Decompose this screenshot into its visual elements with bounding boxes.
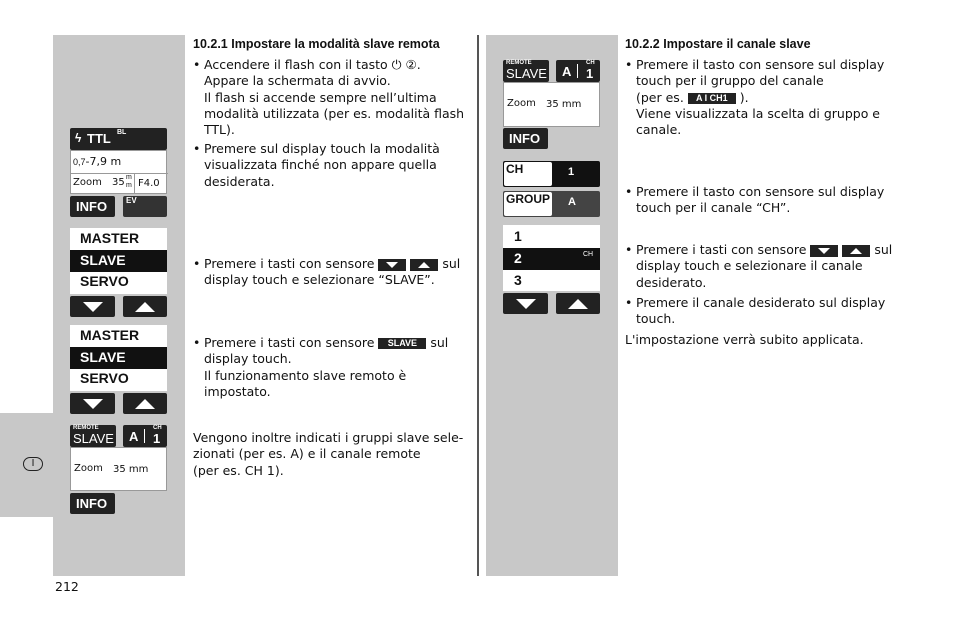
text-line: sul: [442, 256, 461, 271]
zoom-unit-bottom: m: [126, 182, 132, 189]
text-line: zionati (per es. A) e il canale remote: [193, 446, 421, 462]
slave-mode-button[interactable]: [70, 425, 116, 447]
info-label: INFO: [76, 496, 108, 511]
text-line: Il flash si accende sempre nell’ultima: [204, 89, 437, 105]
channel-list: [503, 225, 600, 291]
slave-display: [503, 82, 600, 127]
channel-tag: CH: [583, 251, 594, 258]
group-label: A: [129, 429, 139, 444]
power-icon: ⏻: [391, 57, 402, 72]
zoom-value: 35 mm: [113, 464, 149, 475]
arrow-up-icon: [135, 302, 155, 312]
left-step-4: [193, 335, 473, 400]
circled-two-icon: ②: [405, 57, 417, 72]
remote-label: REMOTE: [506, 60, 532, 66]
left-step-5: [193, 430, 473, 479]
menu-item-label: SLAVE: [80, 349, 126, 365]
text-line: display touch e selezionare il canale: [636, 258, 863, 274]
ch-value: 1: [568, 166, 575, 178]
right-heading: 10.2.2 Impostare il canale slave: [625, 37, 811, 51]
aperture-value: F4.0: [138, 178, 160, 189]
text-line: Premere i tasti con sensore: [204, 335, 375, 350]
info-label: INFO: [509, 131, 541, 146]
right-step-3: [625, 242, 925, 291]
zoom-value: 35: [112, 177, 125, 188]
text-line: ).: [739, 89, 749, 105]
ch-value: 1: [153, 431, 161, 446]
info-button[interactable]: [70, 493, 115, 514]
text-line: • Premere il tasto con sensore sul display: [625, 184, 925, 200]
menu-item-master[interactable]: MASTER: [80, 327, 140, 343]
ev-label: EV: [126, 196, 137, 205]
menu-item-slave-selected[interactable]: [70, 250, 167, 272]
text-line: .: [416, 57, 421, 72]
ch-selector-row[interactable]: [503, 161, 600, 187]
separator: [144, 429, 145, 443]
text-line: • Premere sul display touch la modalità: [193, 141, 473, 157]
arrow-down-icon: [516, 299, 536, 309]
text-line: Vengono inoltre indicati i gruppi slave sele-: [193, 430, 464, 445]
arrow-down-icon: [378, 259, 406, 271]
ch-label: CH: [506, 162, 524, 176]
up-arrow-button[interactable]: [123, 393, 167, 414]
group-selector-row[interactable]: [503, 191, 600, 217]
ev-button[interactable]: [123, 196, 167, 217]
ttl-display: [70, 150, 167, 194]
slave-label: SLAVE: [73, 431, 114, 446]
ttl-mode-button[interactable]: [70, 128, 167, 150]
text-line: Accendere il flash con il tasto: [204, 57, 388, 72]
mode-menu-1: [70, 228, 167, 294]
slave-inline-button: SLAVE: [378, 338, 426, 349]
group-channel-button[interactable]: [556, 60, 600, 82]
arrow-up-icon: [135, 399, 155, 409]
left-step-1: [193, 57, 473, 138]
text-line: modalità utilizzata (per es. modalità flash: [204, 105, 465, 121]
channel-item-1[interactable]: 1: [514, 228, 522, 244]
text-line: touch.: [636, 311, 676, 327]
slave-display: [70, 447, 167, 491]
text-line: touch per il gruppo del canale: [636, 73, 824, 89]
text-line: (per es. CH 1).: [193, 462, 284, 478]
channel-item-2-selected[interactable]: [503, 248, 600, 270]
channel-label: 2: [514, 250, 522, 266]
menu-item-slave-selected[interactable]: [70, 347, 167, 369]
text-line: • Premere il canale desiderato sul display: [625, 295, 925, 311]
group-label-box: [504, 192, 552, 216]
slave-mode-button[interactable]: [503, 60, 549, 82]
group-channel-inline-badge: A I CH1: [688, 93, 736, 104]
ch-label-box: [504, 162, 552, 186]
flash-icon: ϟ: [75, 131, 82, 145]
right-step-1: [625, 57, 925, 138]
arrow-down-icon: [810, 245, 838, 257]
language-badge: I: [23, 457, 43, 471]
text-line: TTL).: [204, 122, 235, 138]
zoom-label: Zoom: [73, 177, 102, 188]
left-step-2: [193, 141, 473, 190]
arrow-up-icon: [842, 245, 870, 257]
range-readout: [73, 155, 121, 168]
slave-label: SLAVE: [506, 66, 547, 81]
zoom-label: Zoom: [74, 463, 103, 474]
mode-sup: BL: [117, 129, 127, 136]
menu-item-master[interactable]: MASTER: [80, 230, 140, 246]
right-note: L'impostazione verrà subito applicata.: [625, 332, 864, 347]
text-line: canale.: [636, 122, 682, 138]
arrow-up-icon: [410, 259, 438, 271]
left-heading: 10.2.1 Impostare la modalità slave remota: [193, 37, 440, 51]
text-line: Premere i tasti con sensore: [204, 256, 375, 271]
page-number: 212: [55, 579, 79, 594]
text-line: desiderato.: [636, 274, 707, 290]
menu-item-label: SLAVE: [80, 252, 126, 268]
text-line: visualizzata finché non appare quella: [204, 157, 437, 173]
down-arrow-button[interactable]: [70, 296, 115, 317]
arrow-down-icon: [83, 302, 103, 312]
separator: [577, 64, 578, 78]
zoom-value: 35 mm: [546, 99, 582, 110]
info-label: INFO: [76, 199, 108, 214]
up-arrow-button[interactable]: [556, 293, 600, 314]
text-line: sul: [430, 335, 449, 350]
text-line: Viene visualizzata la scelta di gruppo e: [636, 105, 881, 121]
text-line: touch per il canale “CH”.: [636, 200, 791, 216]
zoom-label: Zoom: [507, 98, 536, 109]
text-line: sul: [874, 242, 893, 257]
text-line: Appare la schermata di avvio.: [204, 73, 391, 89]
arrow-down-icon: [83, 399, 103, 409]
group-label: GROUP: [506, 192, 551, 206]
up-arrow-button[interactable]: [123, 296, 167, 317]
group-value: A: [568, 196, 576, 208]
text-line: desiderata.: [204, 173, 275, 189]
range-value: -7,9 m: [85, 155, 122, 168]
down-arrow-button[interactable]: [70, 393, 115, 414]
mode-label: TTL: [87, 131, 111, 146]
ch-label: CH: [153, 425, 162, 431]
zoom-unit-top: m: [126, 174, 132, 181]
text-line: display touch e selezionare “SLAVE”.: [204, 272, 435, 288]
ch-label: CH: [586, 60, 595, 66]
right-step-4: [625, 295, 925, 328]
info-button[interactable]: [70, 196, 115, 217]
text-line: Il funzionamento slave remoto è impostato.: [204, 367, 407, 399]
text-line: • Premere il tasto con sensore sul display: [625, 57, 925, 73]
text-line: Premere i tasti con sensore: [636, 242, 807, 257]
menu-item-servo[interactable]: SERVO: [80, 370, 129, 386]
info-button[interactable]: [503, 128, 548, 149]
left-step-3: [193, 256, 473, 289]
ch-value: 1: [586, 66, 594, 81]
text-line: (per es.: [636, 89, 684, 105]
text-line: display touch.: [204, 351, 292, 367]
menu-item-servo[interactable]: SERVO: [80, 273, 129, 289]
range-prefix: 0,7: [73, 157, 86, 167]
group-channel-button[interactable]: [123, 425, 167, 447]
divider: [477, 35, 479, 576]
right-step-2: [625, 184, 925, 217]
mode-menu-2: [70, 325, 167, 391]
down-arrow-button[interactable]: [503, 293, 548, 314]
channel-item-3[interactable]: 3: [514, 272, 522, 288]
remote-label: REMOTE: [73, 425, 99, 431]
arrow-up-icon: [568, 299, 588, 309]
group-label: A: [562, 64, 572, 79]
